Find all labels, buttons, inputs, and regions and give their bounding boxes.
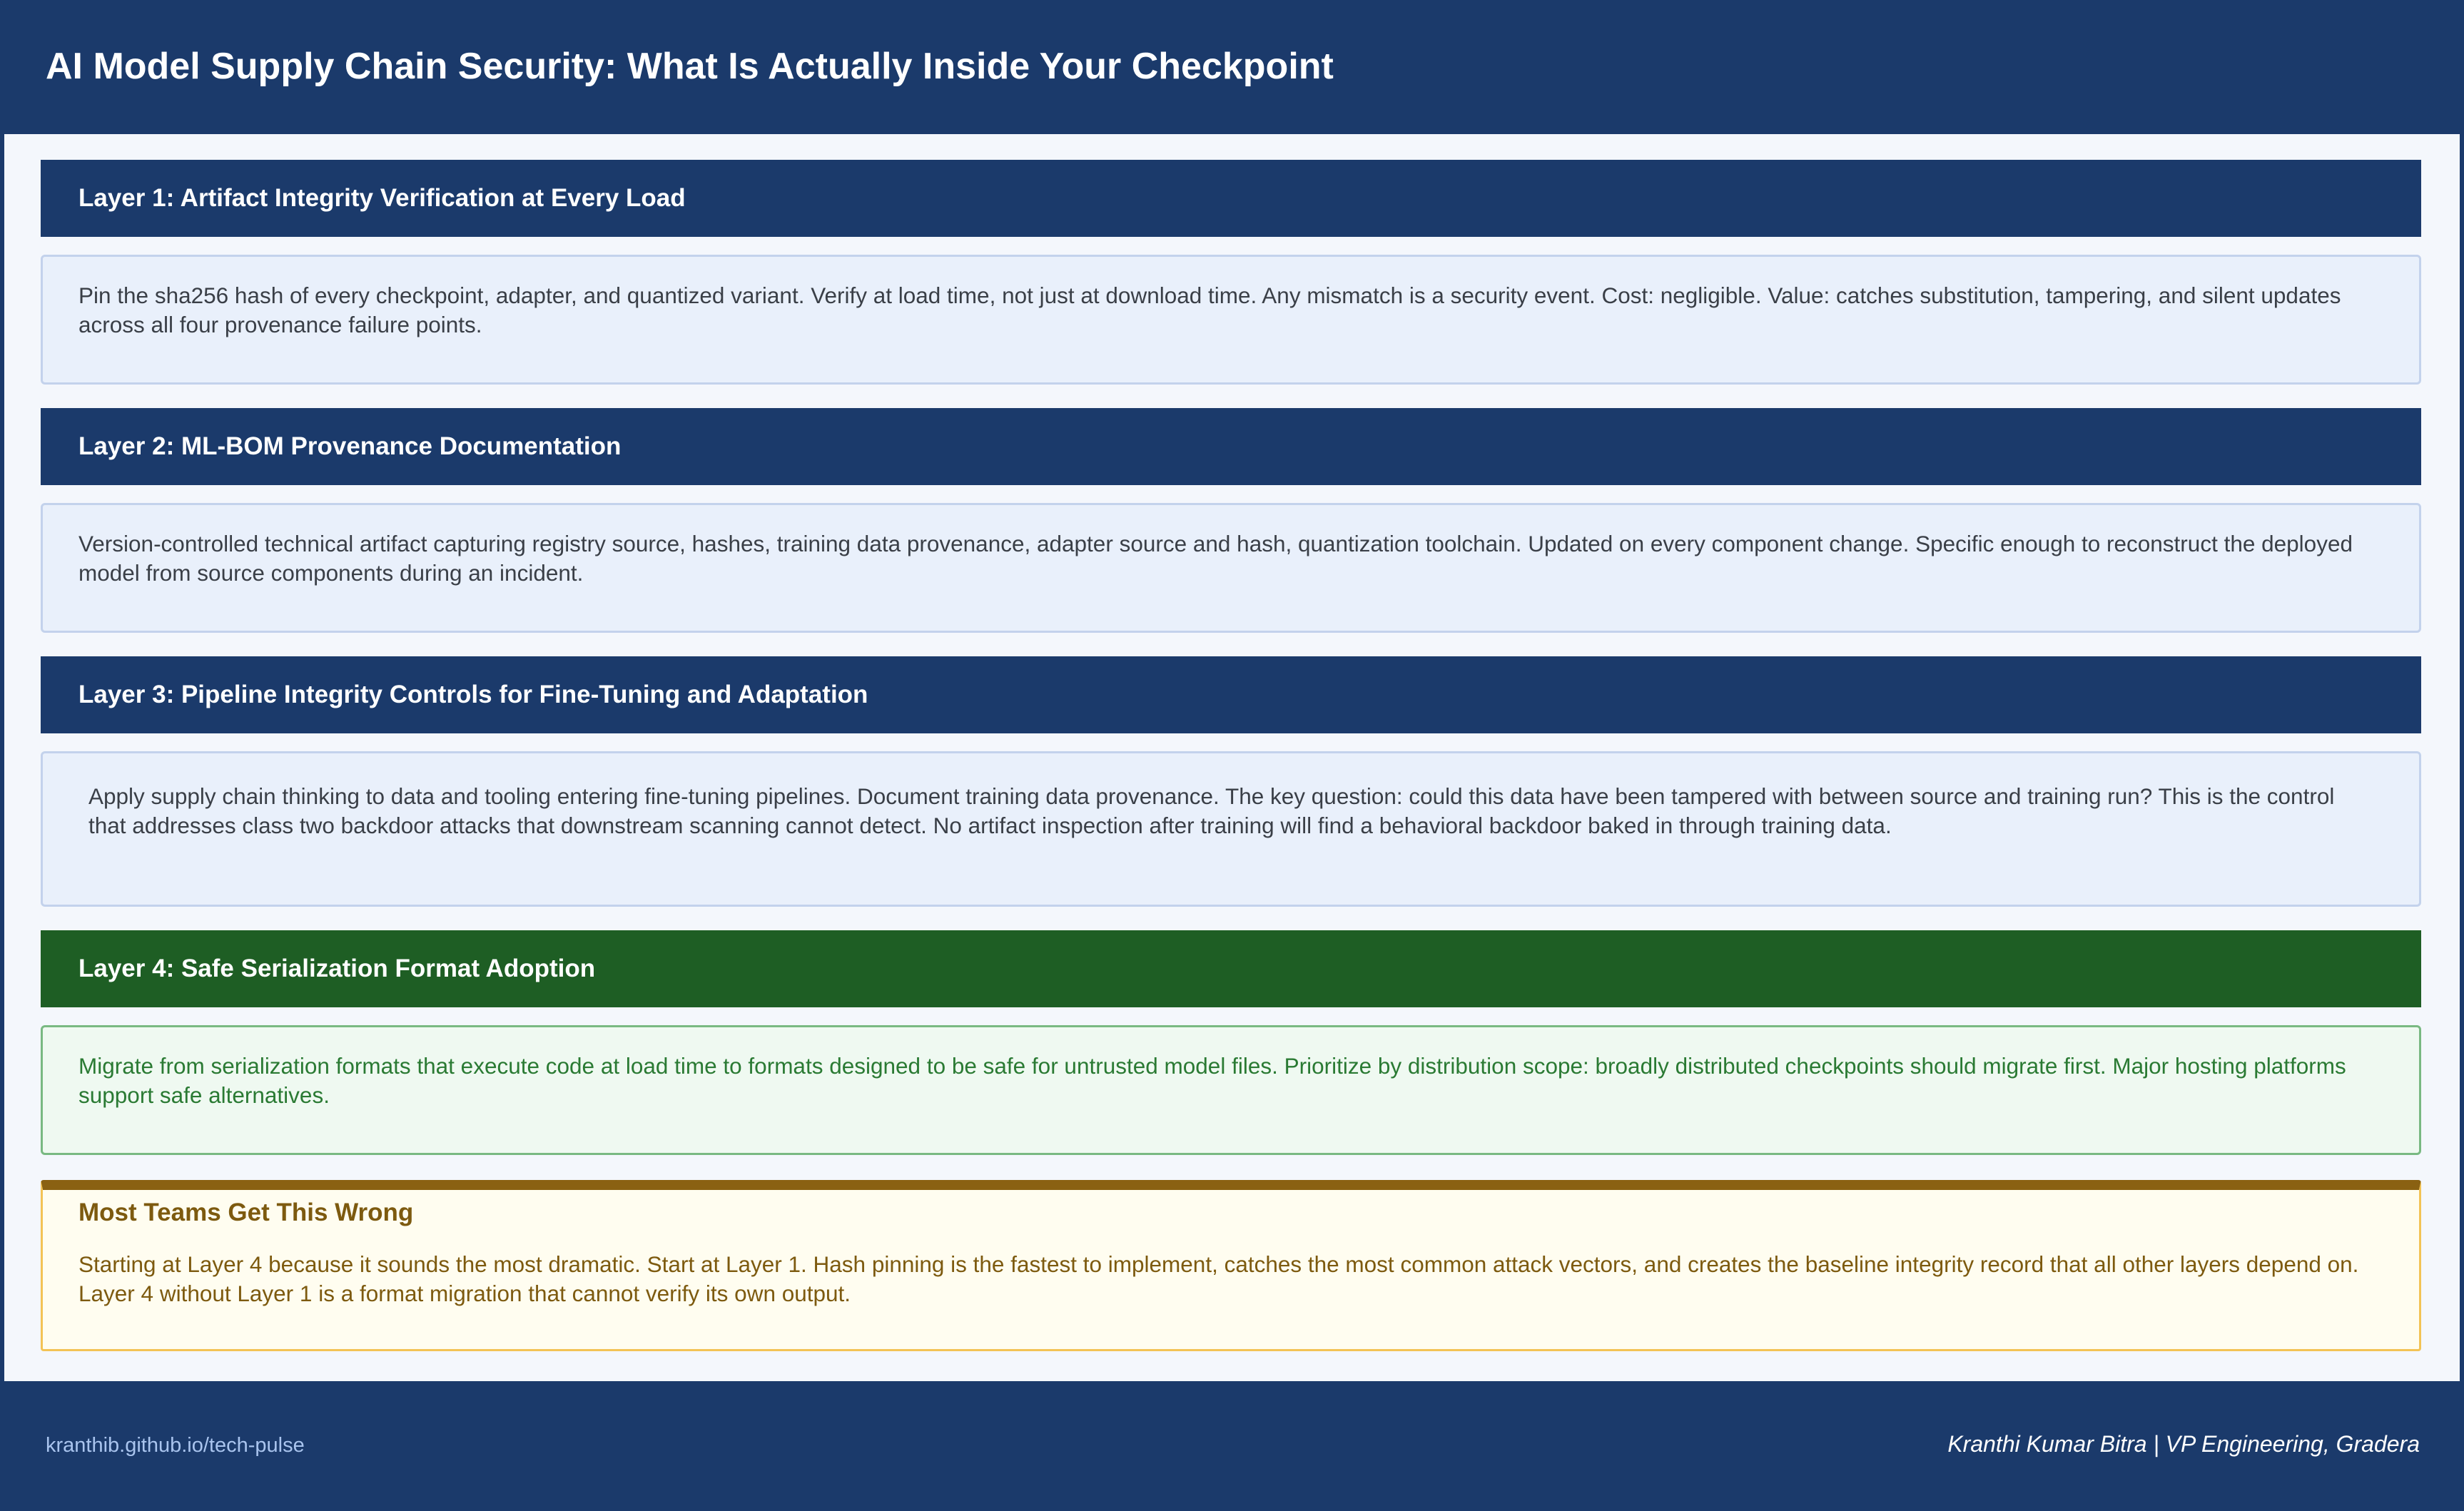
layer-4-header [41, 930, 2421, 1007]
layer-1-description: Pin the sha256 hash of every checkpoint, adapter, and quantized variant. Verify at load time, not just at download time. Any mismatch is a security event. Cost: negligible. Value: catches substitution, tampering, and silent updates across all four provenance failure points. [78, 283, 2341, 337]
page-title: AI Model Supply Chain Security: What Is Actually Inside Your Checkpoint [46, 46, 1334, 87]
layer-4-description: Migrate from serialization formats that execute code at load time to formats designed to be safe for untrusted model files. Prioritize by distribution scope: broadly distributed checkpoints should migrate first. Major hosting platforms support safe alternatives. [78, 1053, 2346, 1108]
layer-4-description-box [41, 1025, 2421, 1155]
layer-1-header [41, 160, 2421, 237]
layer-3-description: Apply supply chain thinking to data and tooling entering fine-tuning pipelines. Document training data provenance. The key question: could this data have been tampered with between source and training run? This is the control that addresses class two backdoor attacks that downstream scanning cannot detect. No artifact inspection after training will find a behavioral backdoor baked in through training data. [88, 783, 2335, 838]
layer-3-description-box [41, 751, 2421, 907]
layer-3-header [41, 656, 2421, 733]
layer-2-title: Layer 2: ML-BOM Provenance Documentation [78, 432, 622, 460]
layer-4-title: Layer 4: Safe Serialization Format Adoption [78, 955, 596, 982]
layer-2-description: Version-controlled technical artifact capturing registry source, hashes, training data provenance, adapter source and hash, quantization toolchain. Updated on every component change. Specific enough to reconstruct the deployed model from source components during an incident. [78, 531, 2353, 586]
layer-1-description-box [41, 255, 2421, 385]
warning-title: Most Teams Get This Wrong [78, 1199, 414, 1226]
warning-description: Starting at Layer 4 because it sounds the most dramatic. Start at Layer 1. Hash pinning is the fastest to implement, catches the most common attack vectors, and creates the baseline integrity record that all other layers depend on. Layer 4 without Layer 1 is a format migration that cannot verify its own output. [78, 1251, 2359, 1306]
main-content [4, 134, 2460, 1381]
footer-url: kranthib.github.io/tech-pulse [46, 1434, 305, 1457]
footer-author: Kranthi Kumar Bitra | VP Engineering, Gradera [1947, 1431, 2420, 1457]
layer-3-title: Layer 3: Pipeline Integrity Controls for Fine-Tuning and Adaptation [78, 681, 868, 708]
warning-callout [41, 1180, 2421, 1351]
layer-1-title: Layer 1: Artifact Integrity Verification at Every Load [78, 184, 686, 212]
footer [0, 1381, 2464, 1511]
layer-2-header [41, 408, 2421, 485]
layer-2-description-box [41, 503, 2421, 633]
header [0, 0, 2464, 134]
